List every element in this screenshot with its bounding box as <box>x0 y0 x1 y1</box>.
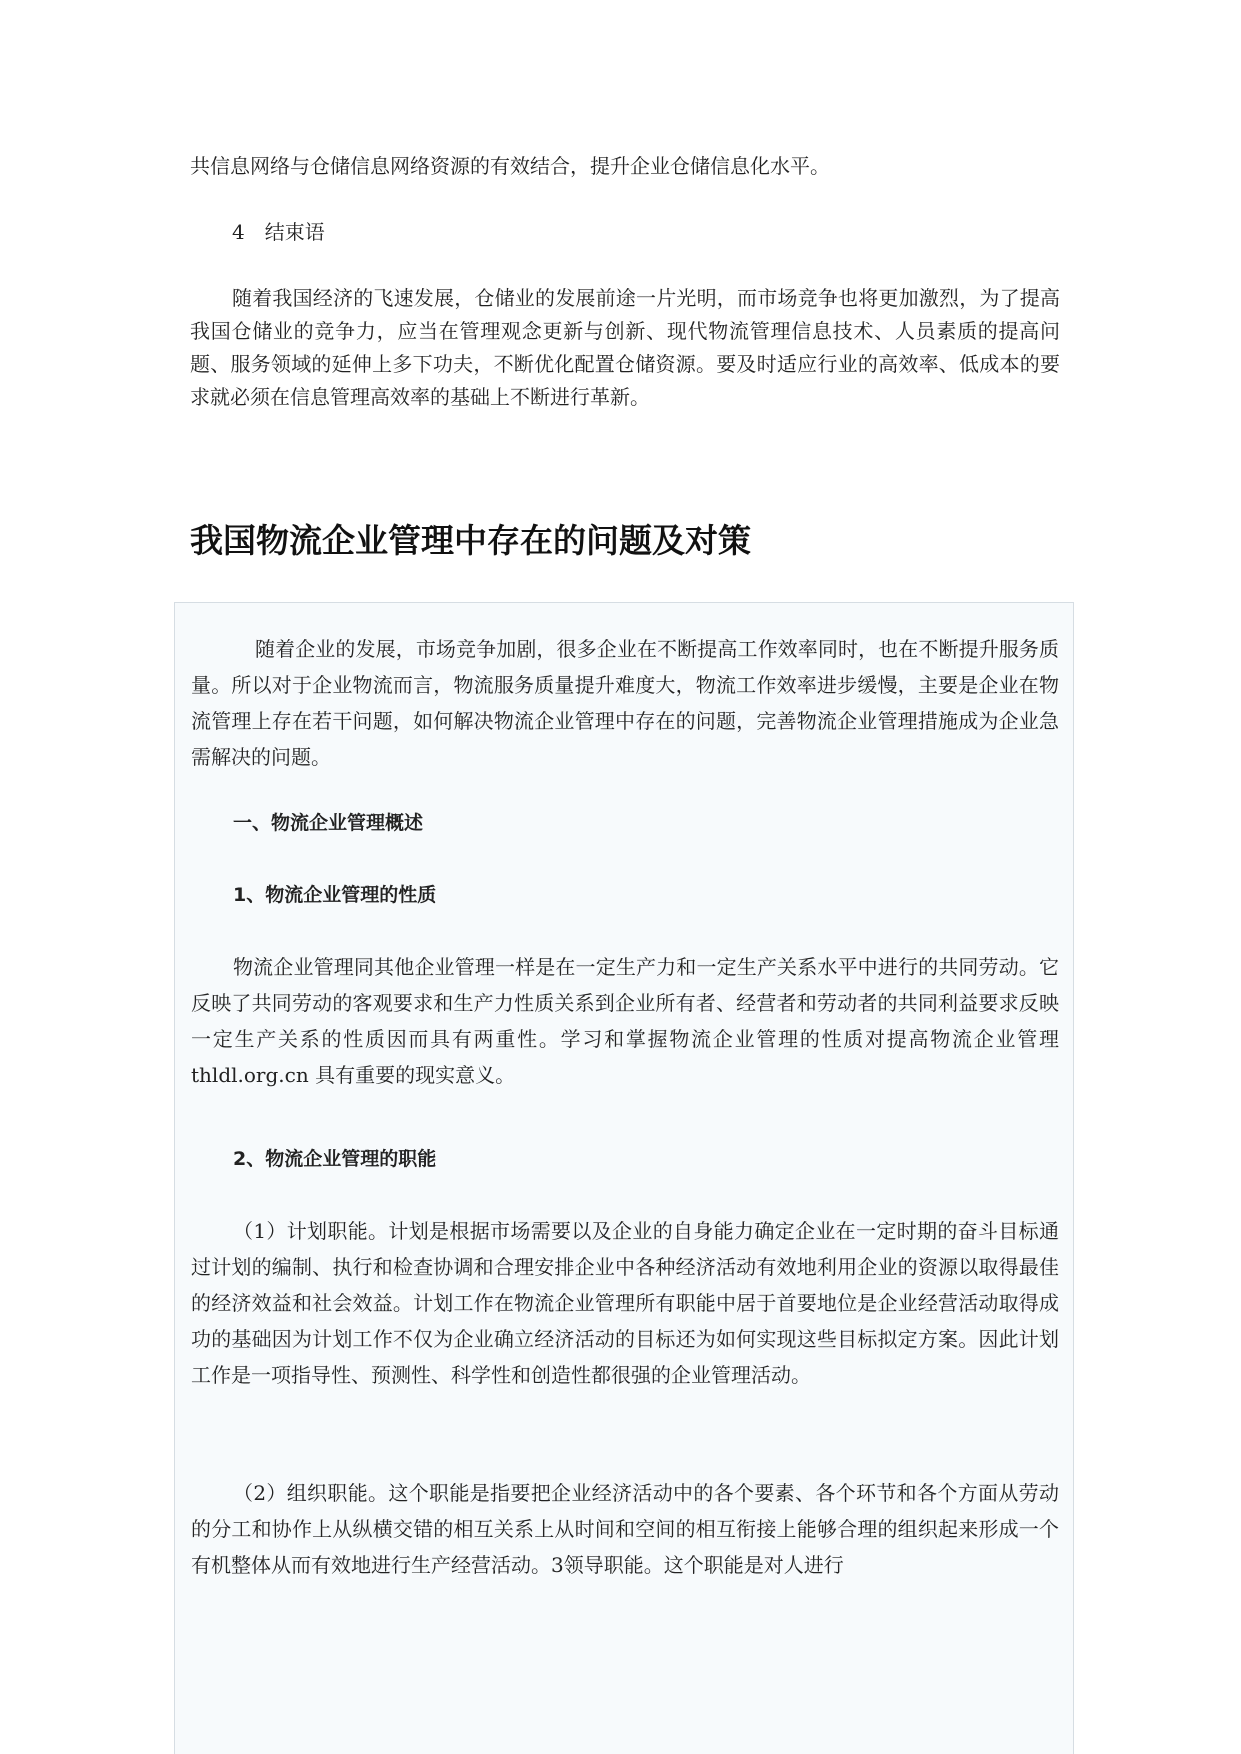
subsection-heading-functions: 2、物流企业管理的职能 <box>233 1148 437 1170</box>
article-content-box <box>174 602 1074 1754</box>
article-intro-paragraph: 随着企业的发展，市场竞争加剧，很多企业在不断提高工作效率同时，也在不断提升服务质量。所以对于企业物流而言，物流服务质量提升难度大，物流工作效率进步缓慢，主要是企业在物流管理上存在若干问题，如何解决物流企业管理中存在的问题，完善物流企业管理措施成为企业急需解决的问题。 <box>191 637 1059 769</box>
section-heading-overview: 一、物流企业管理概述 <box>233 812 424 834</box>
conclusion-heading: 4 结束语 <box>232 220 325 244</box>
article-title: 我国物流企业管理中存在的问题及对策 <box>190 521 751 560</box>
subsection-heading-nature: 1、物流企业管理的性质 <box>233 884 437 906</box>
organizing-function-paragraph: （2）组织职能。这个职能是指要把企业经济活动中的各个要素、各个环节和各个方面从劳动的分工和协作上从纵横交错的相互关系上从时间和空间的相互衔接上能够合理的组织起来形成一个有机整体从而有效地进行生产经营活动。3领导职能。这个职能是对人进行 <box>191 1481 1059 1577</box>
continuation-paragraph: 共信息网络与仓储信息网络资源的有效结合，提升企业仓储信息化水平。 <box>190 154 830 178</box>
conclusion-paragraph: 随着我国经济的飞速发展，仓储业的发展前途一片光明，而市场竞争也将更加激烈，为了提高我国仓储业的竞争力，应当在管理观念更新与创新、现代物流管理信息技术、人员素质的提高问题、服务领域的延伸上多下功夫，不断优化配置仓储资源。要及时适应行业的高效率、低成本的要求就必须在信息管理高效率的基础上不断进行革新。 <box>190 286 1060 409</box>
nature-paragraph: 物流企业管理同其他企业管理一样是在一定生产力和一定生产关系水平中进行的共同劳动。它反映了共同劳动的客观要求和生产力性质关系到企业所有者、经营者和劳动者的共同利益要求反映一定生产关系的性质因而具有两重性。学习和掌握物流企业管理的性质对提高物流企业管理 thldl.org.cn 具有重要的现实意义。 <box>191 955 1059 1087</box>
planning-function-paragraph: （1）计划职能。计划是根据市场需要以及企业的自身能力确定企业在一定时期的奋斗目标通过计划的编制、执行和检查协调和合理安排企业中各种经济活动有效地利用企业的资源以取得最佳的经济效益和社会效益。计划工作在物流企业管理所有职能中居于首要地位是企业经营活动取得成功的基础因为计划工作不仅为企业确立经济活动的目标还为如何实现这些目标拟定方案。因此计划工作是一项指导性、预测性、科学性和创造性都很强的企业管理活动。 <box>191 1219 1059 1387</box>
